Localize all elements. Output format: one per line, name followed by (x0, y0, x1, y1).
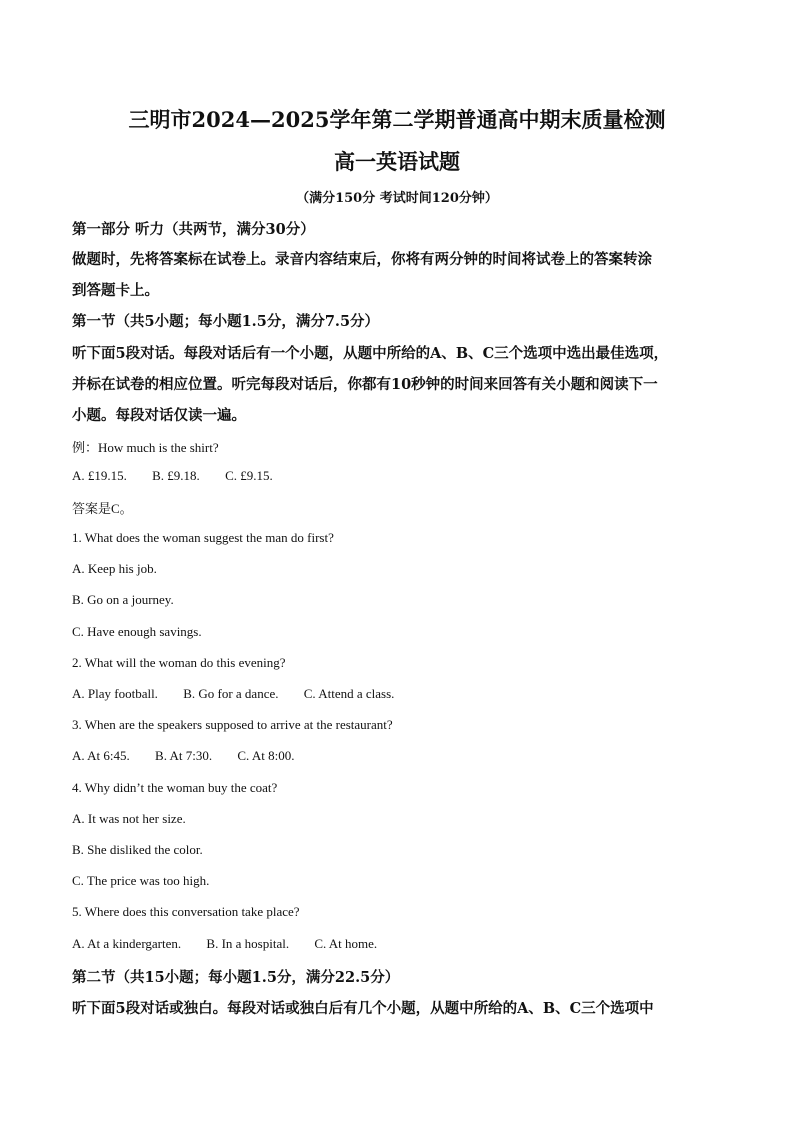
question-2-options (72, 686, 416, 702)
question-2-option-a: A. Play football. (72, 686, 158, 701)
question-1-option-c: C. Have enough savings. (72, 624, 202, 639)
section2-heading: 第二节（共15小题；每小题1.5分，满分22.5分） (72, 969, 400, 986)
question-2: 2. What will the woman do this evening? (72, 655, 286, 670)
section2-instruction-line-1: 听下面5段对话或独白。每段对话或独白后有几个小题，从题中所给的A、B、C三个选项中 (72, 1000, 654, 1017)
question-5: 5. Where does this conversation take place? (72, 904, 300, 919)
question-2-option-b: B. Go for a dance. (183, 686, 279, 701)
part1-heading: 第一部分 听力（共两节，满分30分） (72, 221, 315, 238)
question-5-option-a: A. At a kindergarten. (72, 936, 182, 951)
question-5-option-b: B. In a hospital. (206, 936, 290, 951)
question-1-option-b: B. Go on a journey. (72, 592, 174, 607)
question-1-option-a: A. Keep his job. (72, 561, 157, 576)
example-option-a: A. £19.15. (72, 468, 127, 483)
question-3-options (72, 748, 316, 764)
exam-subject: 高一英语试题 (334, 149, 460, 174)
question-1: 1. What does the woman suggest the man do first? (72, 530, 334, 545)
question-3-option-a: A. At 6:45. (72, 748, 130, 763)
section1-instruction-line-3: 小题。每段对话仅读一遍。 (72, 407, 246, 424)
question-3-option-b: B. At 7:30. (155, 748, 213, 763)
question-5-options (72, 936, 399, 952)
example-question: 例：How much is the shirt? (72, 440, 219, 455)
exam-title: 三明市2024—2025学年第二学期普通高中期末质量检测 (128, 107, 666, 132)
question-4: 4. Why didn’t the woman buy the coat? (72, 780, 278, 795)
example-option-c: C. £9.15. (225, 468, 273, 483)
example-option-b: B. £9.18. (152, 468, 200, 483)
example-options (72, 468, 295, 484)
question-2-option-c: C. Attend a class. (303, 686, 395, 701)
section1-instruction-line-1: 听下面5段对话。每段对话后有一个小题，从题中所给的A、B、C三个选项中选出最佳选项， (72, 345, 669, 362)
question-4-option-b: B. She disliked the color. (72, 842, 203, 857)
section1-instruction-line-2: 并标在试卷的相应位置。听完每段对话后，你都有10秒钟的时间来回答有关小题和阅读下一 (72, 376, 658, 393)
exam-info: （满分150分 考试时间120分钟） (296, 191, 498, 206)
part1-instruction-line-1: 做题时，先将答案标在试卷上。录音内容结束后，你将有两分钟的时间将试卷上的答案转涂 (72, 251, 652, 268)
part1-instruction-line-2: 到答题卡上。 (72, 282, 159, 299)
question-3: 3. When are the speakers supposed to arrive at the restaurant? (72, 717, 393, 732)
question-3-option-c: C. At 8:00. (237, 748, 295, 763)
question-4-option-c: C. The price was too high. (72, 873, 210, 888)
question-4-option-a: A. It was not her size. (72, 811, 186, 826)
question-5-option-c: C. At home. (314, 936, 378, 951)
example-answer: 答案是C。 (72, 501, 133, 516)
section1-heading: 第一节（共5小题；每小题1.5分，满分7.5分） (72, 313, 380, 330)
